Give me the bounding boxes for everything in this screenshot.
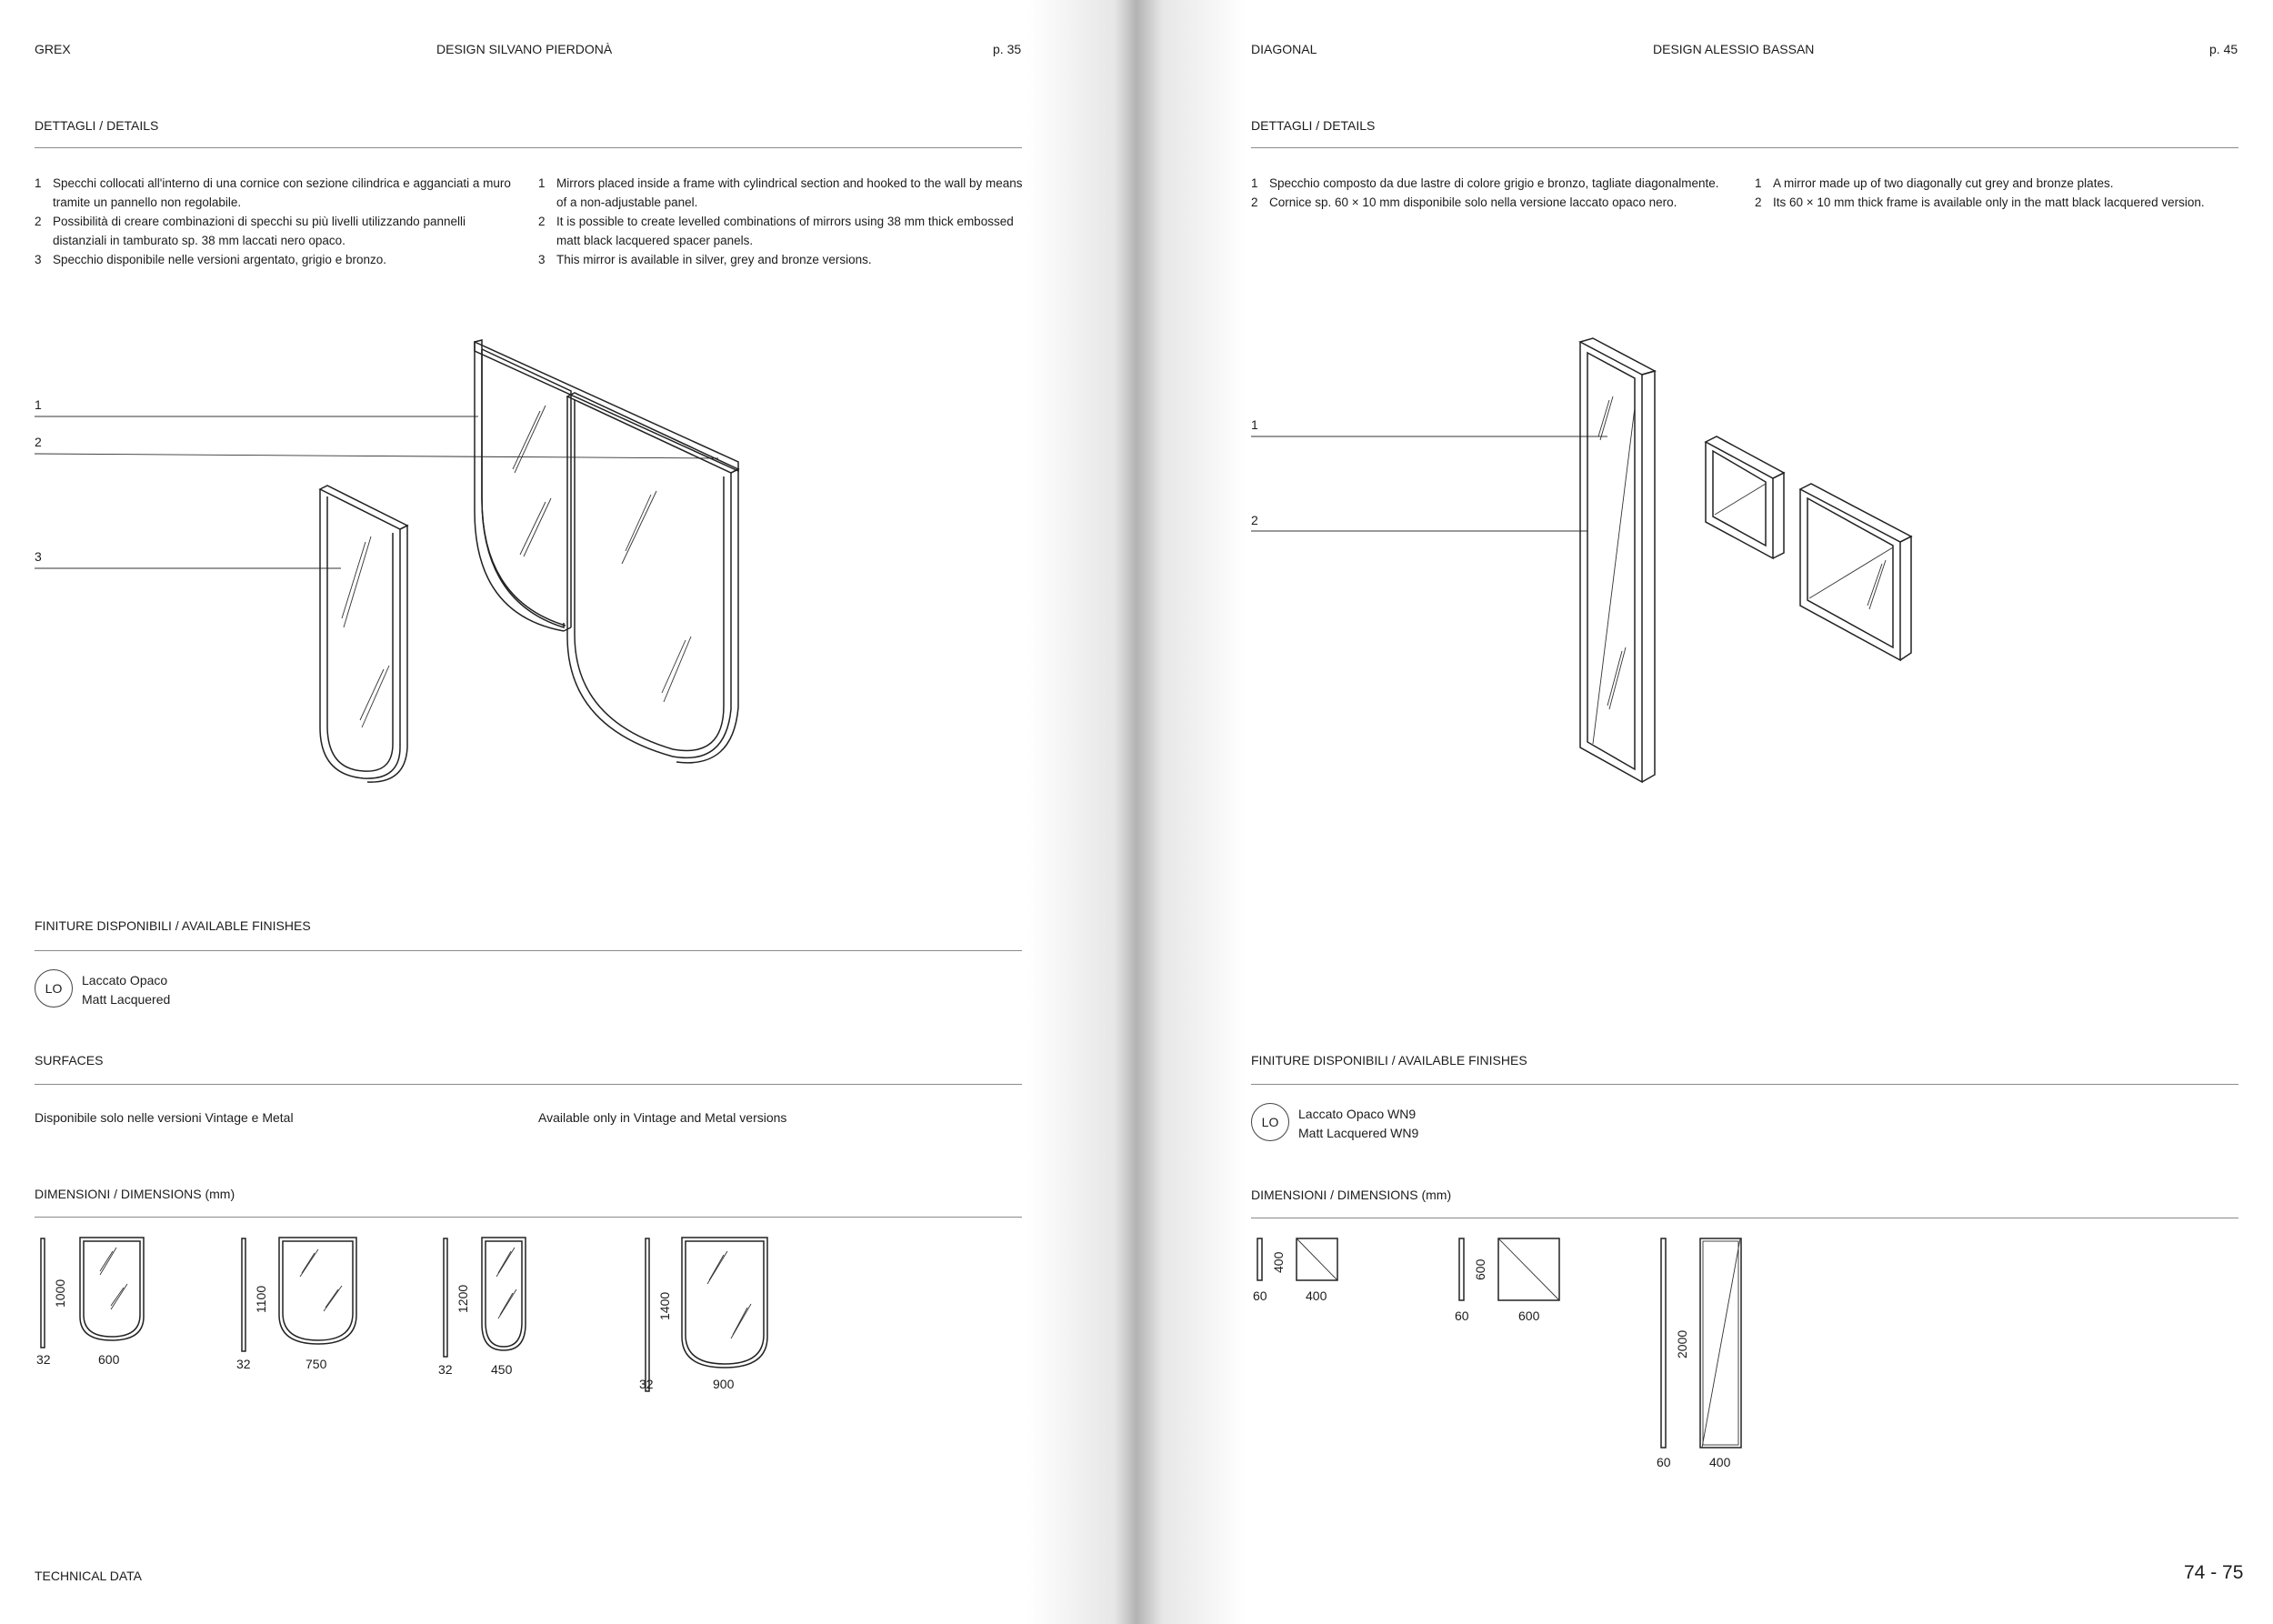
callout-1: 1 bbox=[35, 397, 42, 412]
dim-width: 400 bbox=[1709, 1455, 1731, 1469]
dim-width: 750 bbox=[305, 1357, 327, 1371]
product-name: GREX bbox=[35, 42, 71, 56]
dim-height: 1000 bbox=[53, 1278, 67, 1308]
product-name: DIAGONAL bbox=[1251, 42, 1317, 56]
dim-height: 1400 bbox=[657, 1291, 672, 1320]
dimensions-title: DIMENSIONI / DIMENSIONS (mm) bbox=[1251, 1188, 1452, 1202]
folio-number: 74 - 75 bbox=[2184, 1562, 2244, 1583]
finish-badge: LO bbox=[1251, 1103, 1289, 1141]
dimensions-title: DIMENSIONI / DIMENSIONS (mm) bbox=[35, 1187, 235, 1201]
divider bbox=[35, 1217, 1022, 1218]
dim-height: 600 bbox=[1473, 1258, 1487, 1280]
list-item: 2 Its 60 × 10 mm thick frame is available only in the matt black lacquered version. bbox=[1755, 195, 2205, 209]
dim-height: 1100 bbox=[254, 1285, 268, 1313]
dim-height: 1200 bbox=[456, 1284, 470, 1313]
dim-width: 600 bbox=[98, 1352, 120, 1367]
surfaces-title: SURFACES bbox=[35, 1053, 104, 1068]
list-item: 2 Cornice sp. 60 × 10 mm disponibile solo nella versione laccato opaco nero. bbox=[1251, 195, 1677, 209]
left-page bbox=[0, 0, 1136, 1624]
callout-3: 3 bbox=[35, 549, 42, 564]
divider bbox=[1251, 1084, 2238, 1085]
dim-depth: 32 bbox=[36, 1352, 51, 1367]
finish-name-en: Matt Lacquered WN9 bbox=[1298, 1126, 1419, 1140]
finishes-title: FINITURE DISPONIBILI / AVAILABLE FINISHES bbox=[35, 918, 311, 933]
page-number: p. 45 bbox=[2209, 42, 2238, 56]
finishes-title: FINITURE DISPONIBILI / AVAILABLE FINISHES bbox=[1251, 1053, 1527, 1068]
finish-name-en: Matt Lacquered bbox=[82, 992, 171, 1007]
list-item: 1 A mirror made up of two diagonally cut grey and bronze plates. bbox=[1755, 176, 2114, 190]
callout-2: 2 bbox=[1251, 513, 1258, 527]
surfaces-en: Available only in Vintage and Metal versions bbox=[538, 1110, 787, 1125]
divider bbox=[35, 950, 1022, 951]
list-item: 3 Specchio disponibile nelle versioni argentato, grigio e bronzo. bbox=[35, 253, 386, 266]
details-title: DETTAGLI / DETAILS bbox=[35, 118, 159, 133]
list-item: 2 It is possible to create levelled combinations of mirrors using 38 mm thick embossed matt black lacquered spacer panels. bbox=[538, 215, 1014, 247]
dim-depth: 32 bbox=[236, 1357, 251, 1371]
divider bbox=[35, 1084, 1022, 1085]
finish-name-it: Laccato Opaco WN9 bbox=[1298, 1107, 1417, 1121]
dim-depth: 60 bbox=[1253, 1288, 1267, 1303]
dim-depth: 60 bbox=[1657, 1455, 1671, 1469]
dim-depth: 60 bbox=[1455, 1308, 1469, 1323]
designer-name: DESIGN SILVANO PIERDONÀ bbox=[436, 42, 613, 56]
dim-width: 900 bbox=[713, 1377, 735, 1391]
dim-width: 600 bbox=[1518, 1308, 1540, 1323]
callout-2: 2 bbox=[35, 435, 42, 449]
list-item: 1 Mirrors placed inside a frame with cylindrical section and hooked to the wall by means of a non-adjustable panel. bbox=[538, 176, 1023, 209]
finish-name-it: Laccato Opaco bbox=[82, 973, 168, 987]
right-page bbox=[1136, 0, 2273, 1624]
diagonal-mirror-illustration bbox=[1136, 0, 2273, 818]
designer-name: DESIGN ALESSIO BASSAN bbox=[1653, 42, 1815, 56]
list-item: 1 Specchio composto da due lastre di colore grigio e bronzo, tagliate diagonalmente. bbox=[1251, 176, 1719, 190]
page-number: p. 35 bbox=[993, 42, 1022, 56]
list-item: 1 Specchi collocati all'interno di una cornice con sezione cilindrica e agganciati a muro tramite un pannello non regolabile. bbox=[35, 176, 511, 209]
surfaces-it: Disponibile solo nelle versioni Vintage e Metal bbox=[35, 1110, 294, 1125]
dim-height: 2000 bbox=[1675, 1329, 1689, 1358]
list-item: 2 Possibilità di creare combinazioni di specchi su più livelli utilizzando pannelli distanziali in tamburato sp. 38 mm laccati nero opaco. bbox=[35, 215, 466, 247]
dim-width: 400 bbox=[1306, 1288, 1327, 1303]
callout-1: 1 bbox=[1251, 417, 1258, 432]
details-title: DETTAGLI / DETAILS bbox=[1251, 118, 1376, 133]
list-item: 3 This mirror is available in silver, grey and bronze versions. bbox=[538, 253, 872, 266]
footer-label: TECHNICAL DATA bbox=[35, 1569, 142, 1583]
dim-width: 450 bbox=[491, 1362, 513, 1377]
diagonal-dimension-drawings bbox=[1136, 1218, 2273, 1473]
dim-depth: 32 bbox=[438, 1362, 453, 1377]
grex-dimension-drawings bbox=[0, 1218, 1136, 1400]
dim-height: 400 bbox=[1271, 1251, 1286, 1273]
finish-badge: LO bbox=[35, 969, 73, 1007]
dim-depth: 32 bbox=[639, 1377, 654, 1391]
grex-mirror-illustration bbox=[0, 0, 1136, 818]
